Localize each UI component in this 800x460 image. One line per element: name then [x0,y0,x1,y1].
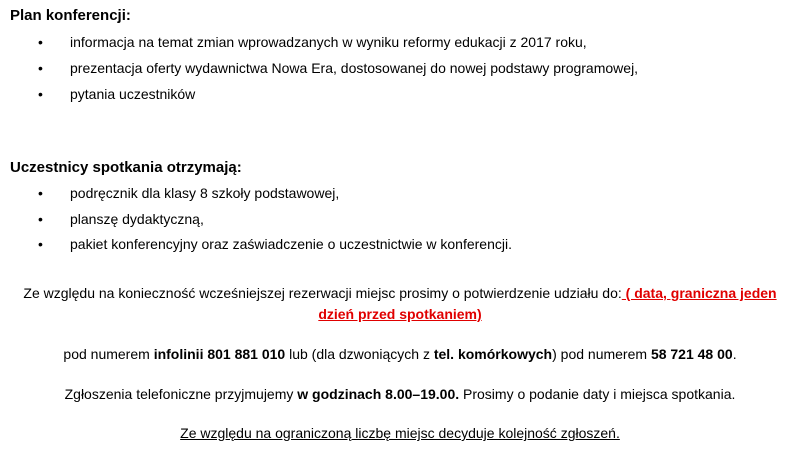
participants-item-text: podręcznik dla klasy 8 szkoły podstawowej, [70,185,340,201]
participants-item-text: pakiet konferencyjny oraz zaświadczenie o uczestnictwie w konferencji. [70,236,512,252]
bullet-icon: • [38,34,43,50]
participants-list-item [0,236,800,258]
participants-heading: Uczestnicy spotkania otrzymają: [10,159,242,176]
phone-middle: lub (dla dzwoniących z [285,346,434,362]
phone-middle2: ) pod numerem [552,346,651,362]
phone-suffix: . [732,346,737,362]
bullet-icon: • [38,60,43,76]
plan-item-text: prezentacja oferty wydawnictwa Nowa Era, dostosowanej do nowej podstawy programowej, [70,60,639,76]
bullet-icon: • [38,211,43,227]
participants-list-item [0,211,800,233]
bullet-icon: • [38,185,43,201]
phone-paragraph [0,346,800,362]
notice-paragraph [0,425,800,441]
reservation-text: Ze względu na konieczność wcześniejszej rezerwacji miejsc prosimy o potwierdzenie udziału do: [23,285,622,301]
participants-item-text: planszę dydaktyczną, [70,211,204,227]
reservation-paragraph-line2 [0,306,800,322]
bullet-icon: • [38,236,43,252]
hours-prefix: Zgłoszenia telefoniczne przyjmujemy [64,386,298,402]
infolinia-number: infolinii 801 881 010 [153,346,286,362]
notice-text: Ze względu na ograniczoną liczbę miejsc decyduje kolejność zgłoszeń. [180,425,620,441]
plan-list-item [0,60,800,82]
plan-heading: Plan konferencji: [10,7,131,24]
plan-item-text: pytania uczestników [70,86,196,102]
bullet-icon: • [38,86,43,102]
plan-list-item [0,34,800,56]
deadline-placeholder: ( data, graniczna jeden [621,285,777,301]
mobile-label: tel. komórkowych [433,346,553,362]
reservation-paragraph [0,285,800,301]
hours-suffix: Prosimy o podanie daty i miejsca spotkania. [459,386,736,402]
participants-list-item [0,185,800,207]
hours-paragraph [0,386,800,402]
hours-bold: w godzinach 8.00–19.00. [297,386,460,402]
mobile-number: 58 721 48 00 [650,346,733,362]
plan-list-item [0,86,800,108]
deadline-placeholder-continued: dzień przed spotkaniem) [318,306,482,322]
phone-prefix: pod numerem [63,346,154,362]
plan-item-text: informacja na temat zmian wprowadzanych w wyniku reformy edukacji z 2017 roku, [70,34,587,50]
